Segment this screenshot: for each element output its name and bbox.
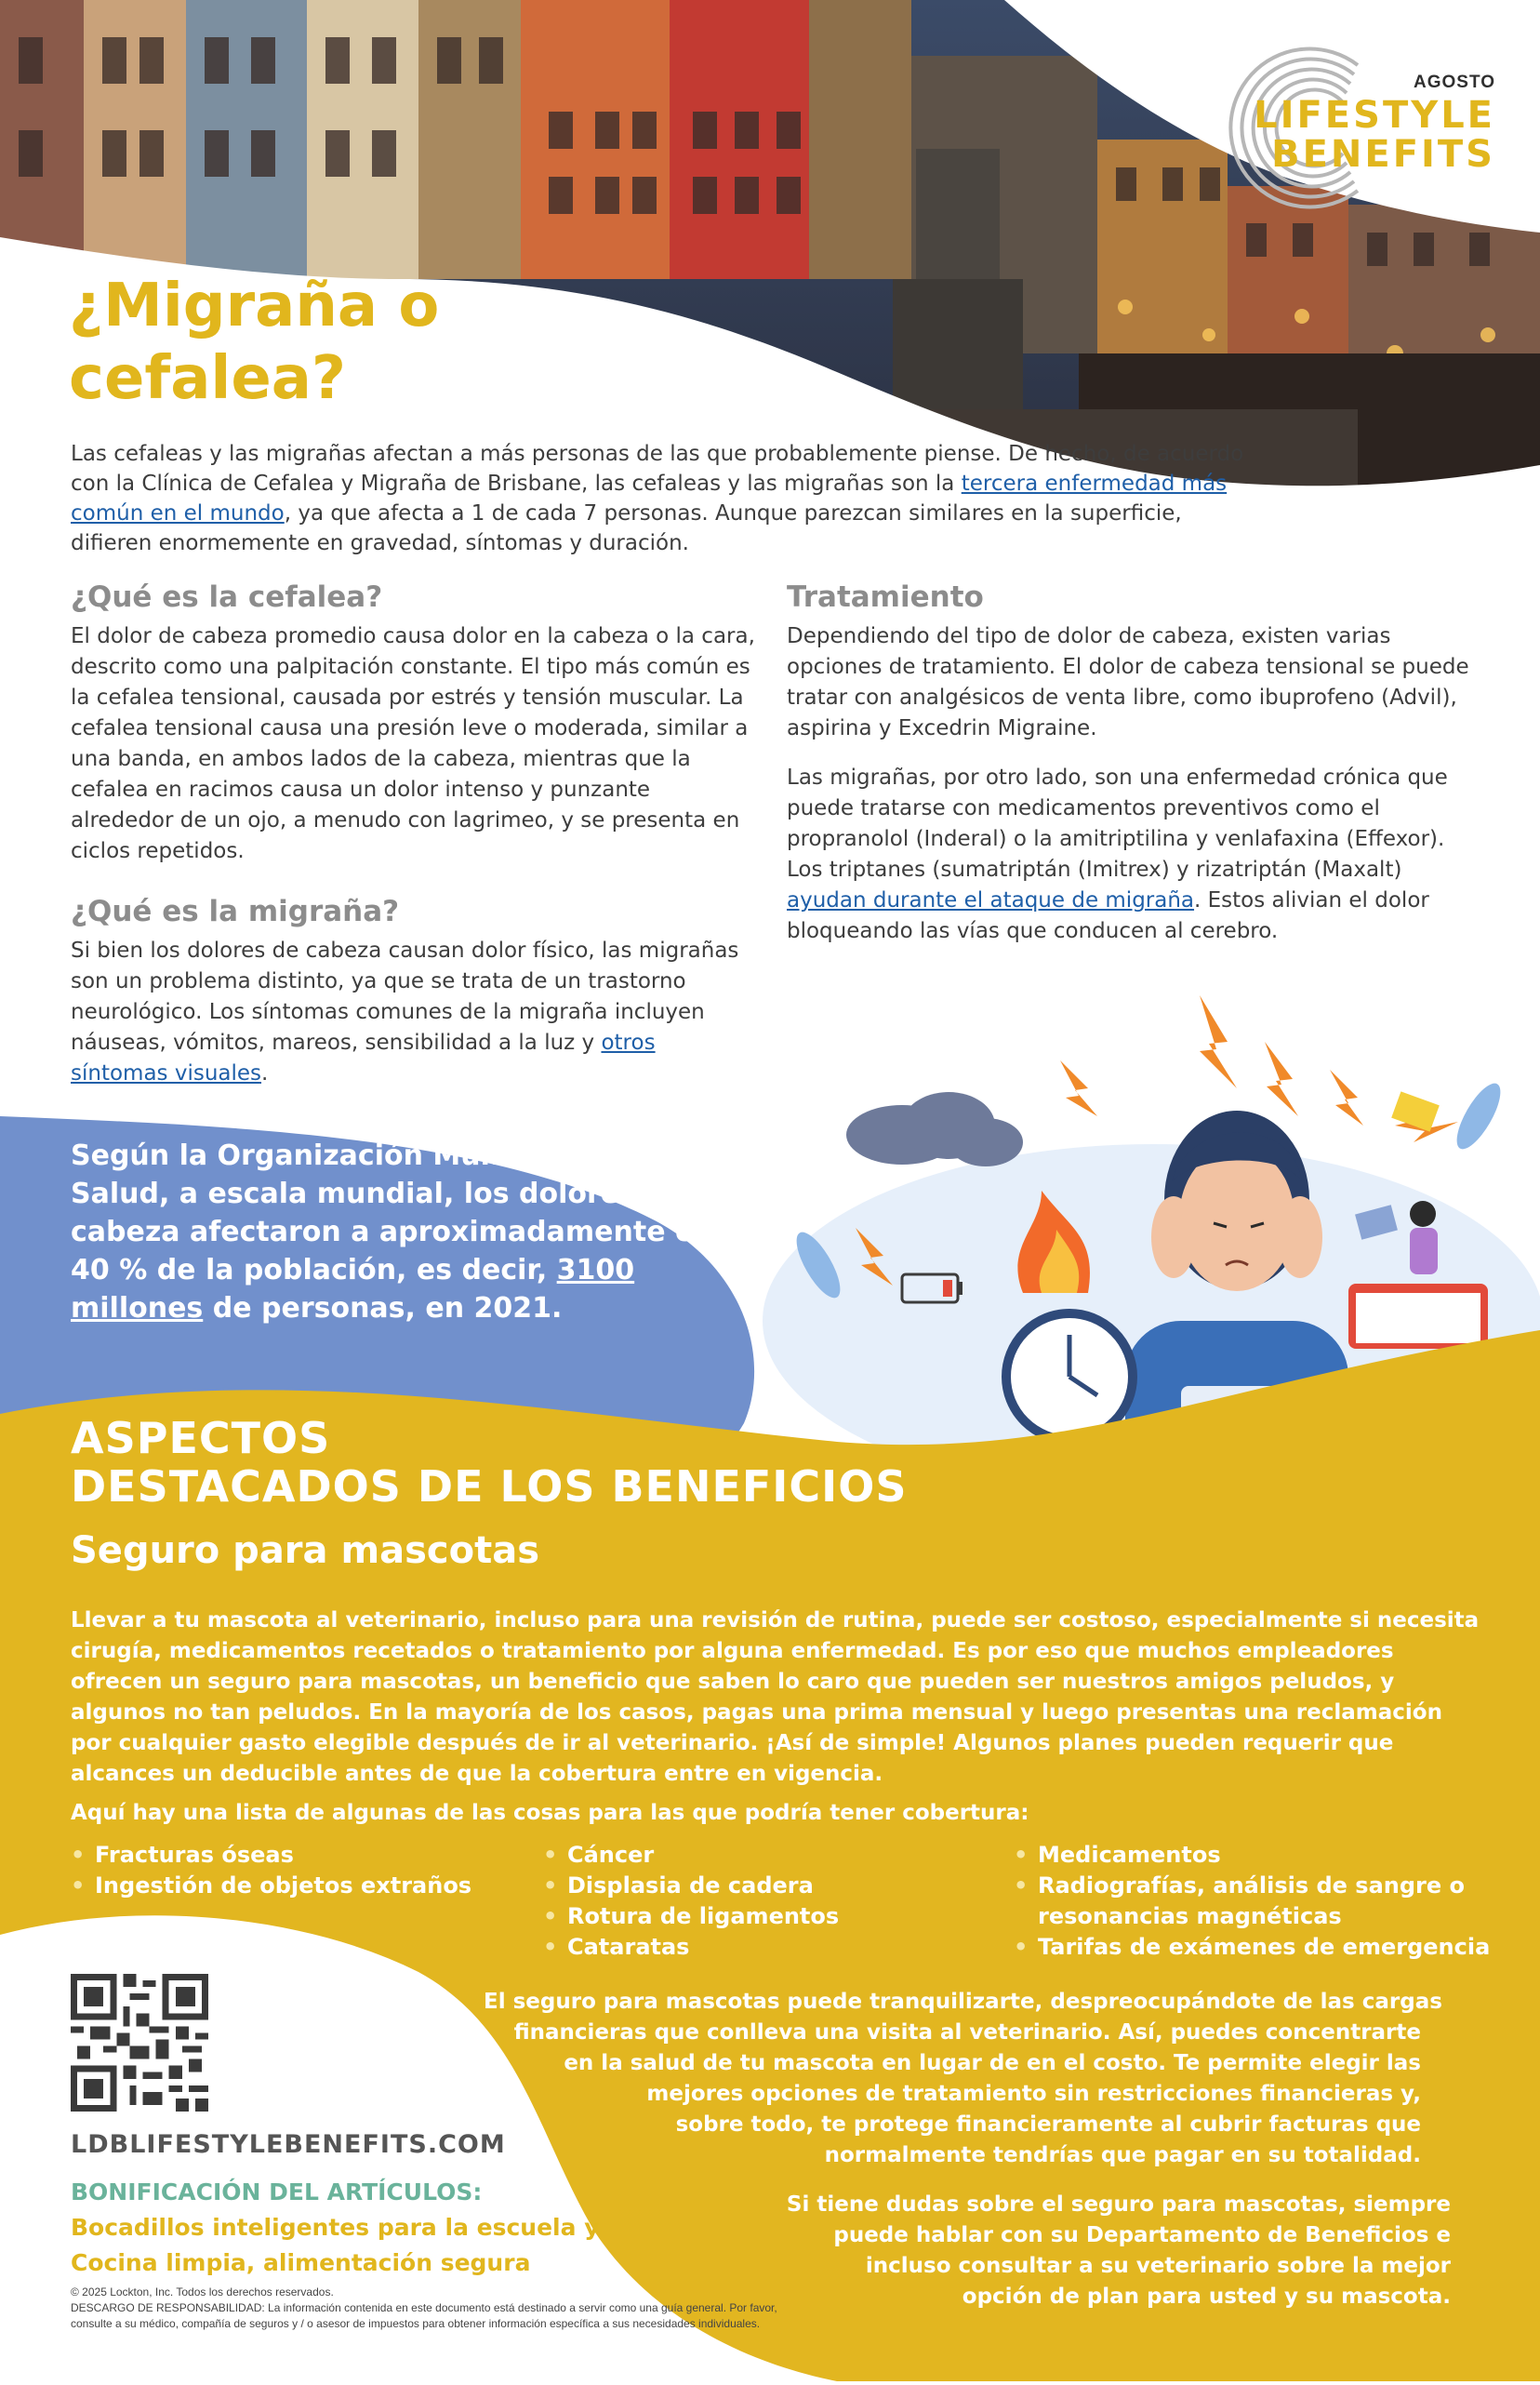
closing-line: normalmente tendrías que pagar en su totalidad. xyxy=(824,2143,1421,2167)
website-link[interactable]: LDBLIFESTYLEBENEFITS.COM xyxy=(71,2130,506,2159)
logo-line-1: LIFESTYLE xyxy=(1254,94,1495,137)
bonus-articles[interactable]: Bocadillos inteligentes para la escuela y Cocina limpia, alimentación segura xyxy=(71,2214,600,2276)
closing-line: opción de plan para usted y su mascota. xyxy=(962,2285,1451,2309)
list-item: • Cáncer xyxy=(543,1840,980,1871)
benefits-subheading: Seguro para mascotas xyxy=(71,1529,540,1572)
intro-paragraph xyxy=(71,439,1261,558)
qr-code[interactable] xyxy=(71,1974,208,2112)
logo-line-2: BENEFITS xyxy=(1271,133,1495,176)
closing-line: El seguro para mascotas puede tranquilizarte, despreocupándote de las cargas xyxy=(484,1990,1442,2014)
copyright: © 2025 Lockton, Inc. Todos los derechos reservados. xyxy=(71,2285,334,2298)
coverage-list-intro: Aquí hay una lista de algunas de las cosas para las que podría tener cobertura: xyxy=(71,1801,1029,1825)
list-item: • Radiografías, análisis de sangre o resonancias magnéticas xyxy=(1014,1871,1516,1932)
who-stat-text xyxy=(71,1137,722,1327)
intro-link[interactable]: tercera enfermedad más común en el mundo xyxy=(71,472,1228,526)
cefalea-heading: ¿Qué es la cefalea? xyxy=(71,580,383,614)
closing-line: sobre todo, te protege financieramente al cubrir facturas que xyxy=(675,2112,1421,2137)
legal-text xyxy=(71,2285,815,2332)
closing-line: puede hablar con su Departamento de Beneficios e xyxy=(833,2223,1451,2247)
tratamiento-link[interactable]: ayudan durante el ataque de migraña xyxy=(787,888,1195,913)
benefits-heading-line1: ASPECTOS xyxy=(71,1413,331,1463)
list-item: • Ingestión de objetos extraños xyxy=(71,1871,508,1901)
closing-line: Si tiene dudas sobre el seguro para mascotas, siempre xyxy=(786,2192,1451,2217)
benefits-text: Llevar a tu mascota al veterinario, incluso para una revisión de rutina, puede ser costoso, especialmente si necesita cirugía, medicamentos recetados o tratamiento por alguna enfermedad. Es por eso que muchos empleadores ofrecen un seguro para mascotas, un beneficio que saben lo caro que pueden ser nuestros amigos peludos, y algunos no tan peludos. En la mayoría de los casos, pagas una prima mensual y luego presentas una reclamación por cualquier gasto elegible después de ir al veterinario. ¡Así de simple! Algunos planes pueden requerir que alcances un deducible antes de que la cobertura entre en vigencia. xyxy=(71,1608,1480,1786)
tratamiento-heading: Tratamiento xyxy=(787,580,984,614)
closing-paragraph-1 xyxy=(484,1987,1442,2171)
bonus-label: BONIFICACIÓN DEL ARTÍCULOS: xyxy=(71,2178,483,2205)
benefits-heading xyxy=(71,1414,908,1511)
migrana-text: Si bien los dolores de cabeza causan dolor físico, las migrañas son un problema distinto, ya que se trata de un trastorno neurológico. Los síntomas comunes de la migraña incluyen náuseas, vómitos, mareos, sensibilidad a la luz y xyxy=(71,939,739,1055)
page-title: ¿Migraña o cefalea? xyxy=(69,272,440,413)
migrana-end: . xyxy=(261,1061,269,1086)
closing-line: incluso consultar a su veterinario sobre la mejor xyxy=(865,2254,1451,2278)
intro-text-2: , ya que afecta a 1 de cada 7 personas. Aunque parezcan similares en la superficie, difieren enormemente en gravedad, síntomas y duración. xyxy=(71,501,1182,555)
tratamiento-p1: Dependiendo del tipo de dolor de cabeza, existen varias opciones de tratamiento. El dolor de cabeza tensional se puede tratar con analgésicos de venta libre, como ibuprofeno (Advil), aspirina y Excedrin Migraine. xyxy=(787,624,1469,740)
who-text: Según la Organización Mundial de la Salud, a escala mundial, los dolores de cabeza afectaron a aproximadamente el 40 % de la población, es decir, xyxy=(71,1139,704,1286)
disclaimer: DESCARGO DE RESPONSABILIDAD: La información contenida en este documento está destinado a servir como una guía general. Por favor, consulte a su médico, compañía de seguros y / o asesor de impuestos para obtener información específica a sus necesidades individuales. xyxy=(71,2301,777,2330)
who-highlight: 3100 millones xyxy=(71,1254,635,1325)
list-item: • Medicamentos xyxy=(1014,1840,1516,1871)
tratamiento-column xyxy=(787,621,1484,966)
list-item: • Fracturas óseas xyxy=(71,1840,508,1871)
coverage-list-col3 xyxy=(1014,1840,1516,1963)
lifestyle-benefits-logo xyxy=(1218,37,1516,214)
rain-cloud-icon xyxy=(846,1092,1023,1166)
tratamiento-p2a: Las migrañas, por otro lado, son una enfermedad crónica que puede tratarse con medicamentos preventivos como el propranolol (Inderal) o la amitriptilina y venlafaxina (Effexor). Los triptanes (sumatriptán (Imitrex) y rizatriptán (Maxalt) xyxy=(787,766,1448,882)
woman-face-icon xyxy=(1179,1146,1294,1291)
migrana-heading: ¿Qué es la migraña? xyxy=(71,895,400,928)
logo-month: AGOSTO xyxy=(1414,73,1495,92)
tratamiento-p2 xyxy=(787,763,1484,947)
cefalea-text: El dolor de cabeza promedio causa dolor en la cabeza o la cara, descrito como una palpitación constante. El tipo más común es la cefalea tensional, causada por estrés y tensión muscular. La cefalea tensional causa una presión leve o moderada, similar a una banda, en ambos lados de la cabeza, mientras que la cefalea en racimos causa un dolor intenso y punzante alrededor de un ojo, a menudo con lagrimeo, y se presenta en ciclos repetidos. xyxy=(71,624,755,863)
list-item: • Rotura de ligamentos xyxy=(543,1901,980,1932)
migrana-paragraph xyxy=(71,936,759,1089)
closing-line: en la salud de tu mascota en lugar de en el costo. Te permite elegir las xyxy=(564,2051,1421,2075)
benefits-heading-line2: DESTACADOS DE LOS BENEFICIOS xyxy=(71,1461,908,1512)
intro-text-1: Las cefaleas y las migrañas afectan a más personas de las que probablemente piense. De hecho, de acuerdo con la Clínica de Cefalea y Migraña de Brisbane, las cefaleas y las migrañas son la xyxy=(71,442,1244,496)
closing-paragraph-2 xyxy=(707,2190,1451,2312)
closing-line: mejores opciones de tratamiento sin restricciones financieras y, xyxy=(646,2082,1421,2106)
list-item: • Tarifas de exámenes de emergencia xyxy=(1014,1932,1516,1963)
coverage-list-col1 xyxy=(71,1840,508,1901)
migrana-link[interactable]: otros síntomas visuales xyxy=(71,1031,656,1086)
closing-line: financieras que conlleva una visita al veterinario. Así, puedes concentrarte xyxy=(513,2020,1421,2045)
list-item: • Cataratas xyxy=(543,1932,980,1963)
list-item: • Displasia de cadera xyxy=(543,1871,980,1901)
who-end: de personas, en 2021. xyxy=(203,1292,563,1325)
tratamiento-p2b: . Estos alivian el dolor bloqueando las vías que conducen al cerebro. xyxy=(787,888,1429,943)
